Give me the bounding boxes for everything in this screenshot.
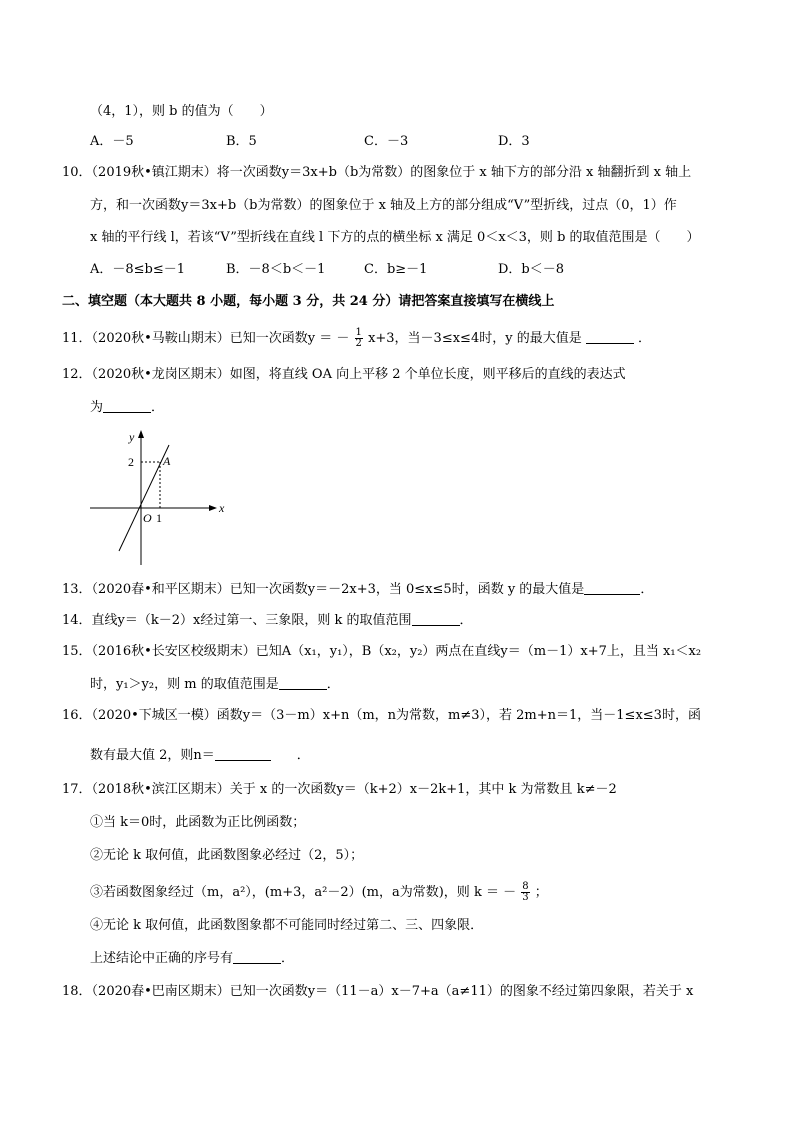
q10-option-c: C．b≥－1 — [364, 262, 428, 277]
q9-tail: （4，1），则 b 的值为（ ） — [90, 104, 273, 119]
x-axis-label: x — [219, 501, 225, 515]
q12-answer-blank[interactable] — [103, 400, 151, 413]
q17-frac-den: 3 — [522, 892, 529, 903]
q9-option-a: A．－5 — [90, 134, 134, 149]
q17-item2: ②无论 k 取何值，此函数图象必经过（2，5）； — [90, 848, 364, 863]
q15-line1: 15．（2016秋•长安区校级期末）已知A（x₁，y₁），B（x₂，y₂）两点在直线y＝（m－1）x+7上，且当 x₁＜x₂ — [62, 644, 702, 659]
q12-line1: 12．（2020秋•龙岗区期末）如图，将直线 OA 向上平移 2 个单位长度，则平移后的直线的表达式 — [62, 367, 626, 382]
q11-answer-blank[interactable] — [586, 331, 634, 344]
q14-end: ． — [459, 613, 473, 628]
q9-option-d: D．3 — [498, 134, 530, 149]
section-heading: 二、填空题（本大题共 8 小题，每小题 3 分，共 24 分）请把答案直接填写在横线上 — [62, 294, 555, 309]
q12-graph — [85, 425, 235, 570]
q16-line1: 16．（2020•下城区一模）函数y＝（3－m）x+n（m，n为常数，m≠3），若 2m+n＝1，当－1≤x≤3时，函 — [62, 708, 701, 723]
line-oa — [119, 445, 169, 551]
q17-item3 — [90, 882, 548, 903]
point-a-label: A — [163, 454, 171, 468]
y-axis-arrow-icon — [138, 430, 144, 438]
q15-line2-end: ． — [326, 677, 340, 692]
q11-frac-den: 2 — [355, 338, 362, 349]
q17-item3-pre: ③若函数图象经过（m，a²），(m+3，a²－2）(m，a为常数)，则 k ＝ － — [90, 885, 517, 900]
q9-option-b: B．5 — [226, 134, 257, 149]
q18-line1: 18．（2020春•巴南区期末）已知一次函数y＝（11－a）x－7+a（a≠11）的图象不经过第四象限，若关于 x — [62, 984, 694, 999]
q17-fraction — [521, 882, 529, 903]
q17-frac-num: 8 — [522, 881, 529, 892]
tick-y-label: 2 — [128, 455, 134, 469]
x-axis-arrow-icon — [209, 505, 217, 511]
q12-line2-pre: 为 — [90, 400, 104, 415]
q12-line2-end: ． — [151, 400, 165, 415]
y-axis-label: y — [129, 430, 135, 444]
tick-x-label: 1 — [156, 511, 162, 525]
q11 — [62, 328, 651, 349]
q16-line2-pre: 数有最大值 2，则n＝ — [90, 748, 215, 763]
q17-summary-end: ． — [281, 951, 295, 966]
q17-item4: ④无论 k 取何值，此函数图象都不可能同时经过第二、三、四象限． — [90, 918, 484, 933]
q13 — [62, 582, 653, 598]
q11-fraction — [355, 328, 363, 349]
q11-post: x+3，当－3≤x≤4时，y 的最大值是 — [368, 331, 582, 346]
origin-label: O — [143, 511, 152, 525]
q17-line1: 17．（2018秋•滨江区期末）关于 x 的一次函数y＝（k+2）x－2k+1，其中 k 为常数且 k≠－2 — [62, 782, 617, 797]
q17-summary-pre: 上述结论中正确的序号有 — [90, 951, 234, 966]
q16-line2-end: ． — [270, 748, 310, 763]
q10-line1: 10．（2019秋•镇江期末）将一次函数y＝3x+b（b为常数）的图象位于 x 轴下方的部分沿 x 轴翻折到 x 轴上 — [62, 165, 692, 180]
q10-line2: 方，和一次函数y＝3x+b（b为常数）的图象位于 x 轴及上方的部分组成“V”型折线，过点（0，1）作 — [90, 198, 677, 213]
q17-item1: ①当 k＝0时，此函数为正比例函数； — [90, 815, 306, 830]
q17-answer-blank[interactable] — [233, 951, 281, 964]
q16-answer-blank[interactable] — [215, 748, 271, 761]
q10-option-d: D．b＜－8 — [498, 262, 565, 277]
q11-frac-num: 1 — [355, 327, 362, 338]
q15-line2-pre: 时，y₁＞y₂，则 m 的取值范围是 — [90, 677, 279, 692]
q15-answer-blank[interactable] — [279, 677, 327, 690]
q13-text: 13．（2020春•和平区期末）已知一次函数y＝－2x+3，当 0≤x≤5时，函数 y 的最大值是 — [62, 582, 585, 597]
q17-summary — [90, 951, 294, 967]
q14-text: 14．直线y＝（k－2）x经过第一、三象限，则 k 的取值范围 — [62, 613, 412, 628]
q9-option-c: C．－3 — [364, 134, 409, 149]
q10-line3: x 轴的平行线 l，若该“V”型折线在直线 l 下方的点的横坐标 x 满足 0＜x＜3，则 b 的取值范围是（ ） — [90, 230, 700, 245]
q14-answer-blank[interactable] — [412, 613, 460, 626]
q15-line2 — [90, 677, 340, 693]
q10-option-a: A．－8≤b≤－1 — [90, 262, 186, 277]
q11-end: ． — [637, 331, 651, 346]
q12-line2 — [90, 400, 164, 416]
q13-answer-blank[interactable] — [584, 582, 640, 595]
q16-line2 — [90, 748, 310, 764]
q10-option-b: B．－8＜b＜－1 — [226, 262, 326, 277]
q17-item3-end: ； — [534, 885, 548, 900]
q11-pre: 11．（2020秋•马鞍山期末）已知一次函数y ＝ － — [62, 331, 350, 346]
q13-end: ． — [640, 582, 654, 597]
q14 — [62, 613, 473, 629]
